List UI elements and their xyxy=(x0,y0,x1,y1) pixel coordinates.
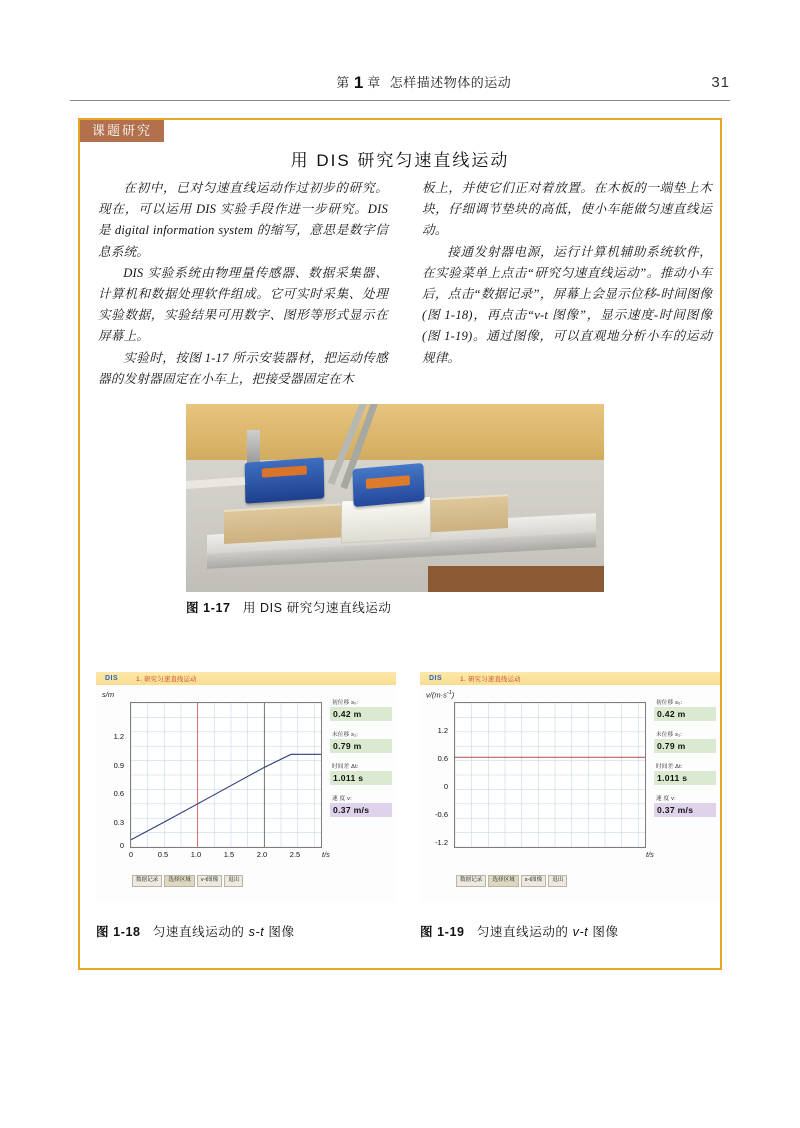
y-tick: 0.9 xyxy=(113,761,124,770)
panel-label-v: 速 度 v: xyxy=(656,796,676,802)
dis-titlebar xyxy=(96,672,396,685)
figure-caption-19 xyxy=(420,922,619,940)
dis-brand-label: DIS xyxy=(105,675,119,682)
page-number: 31 xyxy=(711,74,730,91)
button-select-region[interactable]: 选择区域 xyxy=(488,875,518,887)
button-select-region[interactable]: 选择区域 xyxy=(164,875,194,887)
left-column xyxy=(98,178,388,390)
photo-caption-label: 图 1-17 xyxy=(186,601,231,615)
button-exit[interactable]: 退出 xyxy=(548,875,567,887)
dis-titlebar xyxy=(420,672,720,685)
figure-text: 匀速直线运动的 xyxy=(476,925,573,939)
x-tick: 2.5 xyxy=(289,850,301,859)
y-tick: 0.3 xyxy=(113,818,124,827)
panel-label-s1: 末位移 s₁: xyxy=(332,732,358,738)
experiment-photo xyxy=(186,404,604,592)
y-tick: 0.6 xyxy=(113,789,124,798)
dis-menu-title: 1. 研究匀速直线运动 xyxy=(460,676,521,683)
photo-caption xyxy=(186,598,606,616)
dis-brand-label: DIS xyxy=(429,675,443,682)
right-column xyxy=(422,178,712,369)
chapter-word: 第 xyxy=(336,75,350,90)
panel-label-dt: 时间差 Δt: xyxy=(332,764,359,770)
photo-transmitter-sensor xyxy=(353,463,425,507)
x-axis-label: t/s xyxy=(646,850,654,859)
panel-label-v: 速 度 v: xyxy=(332,796,352,802)
paragraph: 接通发射器电源，运行计算机辅助系统软件，在实验菜单上点击“研究匀速直线运动”。推动小车后，点击“数据记录”，屏幕上会显示位移-时间图像(图 1-18)，再点击“v-t 图像”，显示速度-时间图像(图 1-19)。通过图像，可以直观地分析小车的运动规律。 xyxy=(422,244,712,365)
panel-item-v xyxy=(330,794,392,817)
paragraph: 在初中，已对匀速直线运动作过初步的研究。现在，可以运用 DIS 实验手段作进一步研究。DIS 是 digital information system 的缩写，意思是数字信息系统。 xyxy=(98,181,388,259)
panel-value-dt: 1.011 s xyxy=(330,771,392,785)
figure-label: 图 1-18 xyxy=(96,925,141,939)
button-data-record[interactable]: 数据记录 xyxy=(132,875,162,887)
panel-value-s0: 0.42 m xyxy=(330,707,392,721)
panel-label-s1: 末位移 s₁: xyxy=(656,732,682,738)
panel-value-dt: 1.011 s xyxy=(654,771,716,785)
x-tick: 0 xyxy=(128,850,134,859)
panel-value-s1: 0.79 m xyxy=(654,739,716,753)
y-tick: 1.2 xyxy=(437,726,448,735)
running-head-title: 怎样描述物体的运动 xyxy=(389,75,512,90)
paragraph: 实验时，按图 1-17 所示安装器材，把运动传感器的发射器固定在小车上，把接受器固定在木 xyxy=(98,350,388,386)
body-columns xyxy=(98,178,712,390)
chapter-char: 章 xyxy=(367,75,381,90)
header-divider xyxy=(70,100,730,101)
plot-svg-vt xyxy=(455,703,645,847)
figure-italic: s-t xyxy=(248,925,265,939)
y-axis-label: s/m xyxy=(102,690,115,699)
chapter-number: 1 xyxy=(353,73,364,92)
figure-caption-18 xyxy=(96,922,295,940)
dis-screenshot-st xyxy=(96,672,396,902)
panel-item-s0 xyxy=(330,698,392,721)
button-exit[interactable]: 退出 xyxy=(224,875,243,887)
dis-screenshot-vt xyxy=(420,672,720,902)
figure-text-b: 图像 xyxy=(264,925,295,939)
x-tick: 0.5 xyxy=(157,850,169,859)
page-title: 用 DIS 研究匀速直线运动 xyxy=(290,151,510,170)
panel-value-v: 0.37 m/s xyxy=(330,803,392,817)
y-tick: -1.2 xyxy=(435,838,448,847)
photo-caption-text: 用 DIS 研究匀速直线运动 xyxy=(242,601,392,615)
photo-receiver-sensor xyxy=(244,458,324,505)
photo-image xyxy=(186,404,604,592)
x-tick: 2.0 xyxy=(256,850,268,859)
x-tick: 1.0 xyxy=(190,850,202,859)
dis-menu-title: 1. 研究匀速直线运动 xyxy=(136,676,197,683)
y-tick: 0 xyxy=(443,782,448,791)
paragraph: 板上，并使它们正对着放置。在木板的一端垫上木块，仔细调节垫块的高低，使小车能做匀速直线运动。 xyxy=(422,181,712,238)
section-tag: 课题研究 xyxy=(80,120,164,142)
button-vt-graph[interactable]: v-t图像 xyxy=(197,875,222,887)
panel-item-dt xyxy=(330,762,392,785)
y-tick: 1.2 xyxy=(113,732,124,741)
measure-panel-st xyxy=(330,698,392,826)
dis-button-row-st xyxy=(132,875,243,887)
y-tick: 0 xyxy=(119,841,124,850)
panel-value-s1: 0.79 m xyxy=(330,739,392,753)
y-tick: 0.6 xyxy=(437,754,448,763)
paragraph: DIS 实验系统由物理量传感器、数据采集器、计算机和数据处理软件组成。它可实时采集、处理实验数据，实验结果可用数字、图形等形式显示在屏幕上。 xyxy=(98,265,388,344)
measure-panel-vt xyxy=(654,698,716,826)
panel-value-v: 0.37 m/s xyxy=(654,803,716,817)
x-axis-label: t/s xyxy=(322,850,330,859)
dis-button-row-vt xyxy=(456,875,567,887)
panel-label-s0: 初位移 s₀: xyxy=(332,700,359,706)
panel-item-s0 xyxy=(654,698,716,721)
figure-text: 匀速直线运动的 xyxy=(152,925,249,939)
photo-table xyxy=(428,566,604,592)
panel-item-s1 xyxy=(330,730,392,753)
plot-area-vt xyxy=(454,702,646,848)
panel-label-s0: 初位移 s₀: xyxy=(656,700,683,706)
figure-text-b: 图像 xyxy=(588,925,619,939)
y-tick: -0.6 xyxy=(435,810,448,819)
plot-area-st xyxy=(130,702,322,848)
panel-item-dt xyxy=(654,762,716,785)
panel-value-s0: 0.42 m xyxy=(654,707,716,721)
button-st-graph[interactable]: s-t图像 xyxy=(521,875,546,887)
plot-svg-st xyxy=(131,703,321,847)
figure-italic: v-t xyxy=(572,925,589,939)
x-tick: 1.5 xyxy=(223,850,235,859)
button-data-record[interactable]: 数据记录 xyxy=(456,875,486,887)
panel-label-dt: 时间差 Δt: xyxy=(656,764,683,770)
y-axis-label: $v/(m\cdot s^{-1})$ xyxy=(426,690,455,700)
panel-item-v xyxy=(654,794,716,817)
figure-label: 图 1-19 xyxy=(420,925,465,939)
panel-item-s1 xyxy=(654,730,716,753)
